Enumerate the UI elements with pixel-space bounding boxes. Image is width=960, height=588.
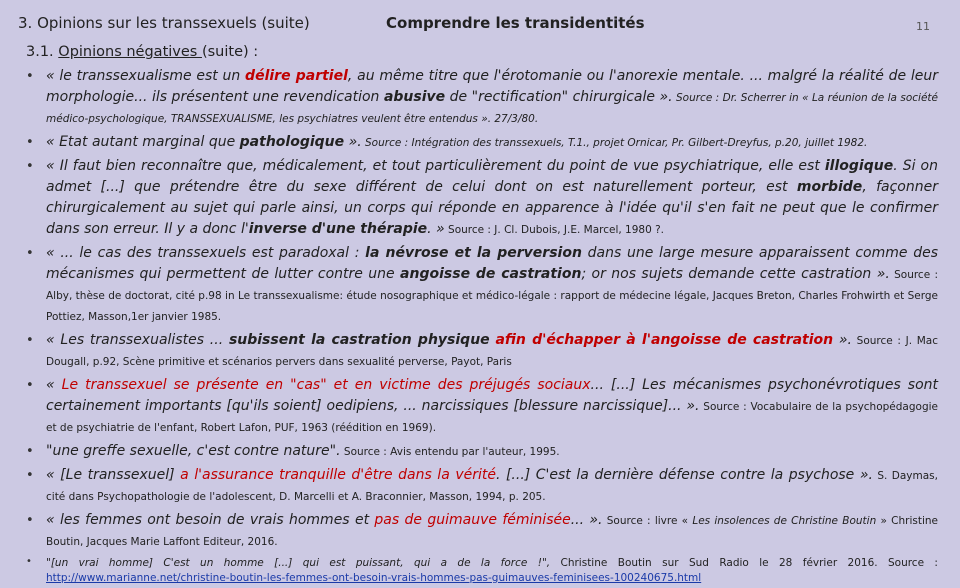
quote-highlight: délire partiel [245,68,348,84]
quote-text: « Les transsexualistes ... [46,332,229,348]
quote-text: « [46,377,62,393]
quote-emphasis: morbide [796,179,863,195]
bullet-icon: • [26,246,34,261]
quote-emphasis: angoisse de castration [400,266,582,282]
quote-highlight: a l'assurance tranquille d'être dans la vérité [180,467,496,483]
quote-text: « [Le transsexuel] [46,467,181,483]
quote-emphasis: la névrose et la perversion [365,245,582,261]
quote-source: Source : J. Mac Dougall, p.92, Scène primitive et scénarios pervers dans sexualité perverse, Payot, Paris [46,335,938,368]
quote-list [26,66,938,588]
section-heading [26,44,258,60]
bullet-icon: • [26,378,34,393]
quote-source: Christine Boutin sur Sud Radio le 28 février 2016. Source : [550,557,938,569]
list-item [26,243,938,327]
list-item [26,375,938,438]
section-number: 3.1. [26,44,54,60]
quote-highlight: pas de guimauve féminisée [374,512,571,528]
bullet-icon: • [26,468,34,483]
quote-source-title: Les insolences de Christine Boutin [692,515,877,527]
quote-text: ; or nos sujets demande cette castration ». [581,266,890,282]
quote-source: Source : Vocabulaire de la psychopédagogie et de psychiatrie de l'enfant, Robert Lafon, PUF, 1963 (réédition en 1969). [46,401,938,434]
quote-emphasis: subissent la castration physique [228,332,490,348]
bullet-icon: • [26,69,34,84]
list-item [26,555,938,585]
page-number: 11 [916,20,930,33]
quote-text: , façonner chirurgicalement au sujet qui parle ainsi, un corps qui réponde en apparence à l'idée qu'il s'en fait ne peut que le confirmer dans son erreur. Il y a donc l' [46,179,938,237]
list-item [26,441,938,462]
section-rest: (suite) : [201,44,259,60]
slide-header-left: 3. Opinions sur les transsexuels (suite) [18,14,310,32]
quote-source: Source : Dr. Scherrer in « La réunion de la société médico-psychologique, TRANSSEXUALISME, les psychiatres veulent être entendus ». 27/3/80. [46,92,938,125]
quote-text: « ... le cas des transsexuels est paradoxal : [46,245,366,261]
quote-source: Source : Avis entendu par l'auteur, 1995. [340,446,560,458]
quote-text: « les femmes ont besoin de vrais hommes et [46,512,375,528]
bullet-icon: • [26,444,34,459]
bullet-icon: • [26,556,32,567]
list-item [26,156,938,240]
list-item [26,465,938,507]
list-item [26,66,938,129]
quote-text: "une greffe sexuelle, c'est contre nature". [46,443,341,459]
quote-text: . [...] C'est la dernière défense contre la psychose ». [495,467,873,483]
quote-source: » Christine Boutin, Jacques Marie Laffont Editeur, 2016. [46,515,938,548]
list-item [26,330,938,372]
bullet-icon: • [26,159,34,174]
bullet-icon: • [26,333,34,348]
list-item [26,132,938,153]
quote-text: "[un vrai homme] C'est un homme [...] qui est puissant, qui a de la force !", [46,557,551,569]
quote-text: ». [833,332,853,348]
quote-highlight: afin d'échapper à l'angoisse de castration [495,332,834,348]
quote-text: « le transsexualisme est un [46,68,246,84]
quote-text: , au même titre que l'érotomanie ou l'anorexie mentale. ... malgré la réalité de leur morphologie... ils présentent une revendication [46,68,939,105]
source-link[interactable]: http://www.marianne.net/christine-boutin-les-femmes-ont-besoin-vrais-hommes-pas-guimauves-feminisees-100240675.html [46,572,702,584]
bullet-icon: • [26,513,34,528]
bullet-icon: • [26,135,34,150]
quote-text: ... [...] Les mécanismes psychonévrotiques sont certainement importants [qu'ils soient] oedipiens, ... narcissiques [blessure narcissique]... ». [46,377,938,414]
quote-source: S. Daymas, cité dans Psychopathologie de l'adolescent, D. Marcelli et A. Braconnier, Masson, 1994, p. 205. [46,470,938,503]
quote-text: ... ». [570,512,603,528]
quote-source: Source : Alby, thèse de doctorat, cité p.98 in Le transsexualisme: étude nosographique et médico-légale : rapport de médecine légale, Jacques Breton, Charles Frohwirth et Serge Pottiez, Masson,1er janvier 1985. [46,269,938,323]
quote-source: Source : Intégration des transsexuels, T.1., projet Ornicar, Pr. Gilbert-Dreyfus, p.20, juillet 1982. [361,137,868,149]
list-item [26,510,938,552]
quote-text: ». [344,134,362,150]
quote-emphasis: pathologique [239,134,345,150]
quote-text: « Etat autant marginal que [46,134,240,150]
section-label: Opinions négatives [58,44,202,60]
quote-source: Source : livre « [602,515,693,527]
quote-text: dans une large mesure apparaissent comme des mécanismes qui permettent de lutter contre une [46,245,938,282]
quote-emphasis: abusive [383,89,446,105]
slide-title: Comprendre les transidentités [386,14,645,32]
quote-highlight: Le transsexuel se présente en "cas" et en victime des préjugés sociaux [61,377,591,393]
quote-emphasis: illogique [824,158,894,174]
quote-text: . Si on admet [...] que prétendre être du sexe différent de celui dont on est naturellement porteur, est [46,158,938,195]
quote-text: . » [427,221,445,237]
quote-text: de "rectification" chirurgicale ». [445,89,673,105]
quote-text: « Il faut bien reconnaître que, médicalement, et tout particulièrement du point de vue psychiatrique, elle est [46,158,825,174]
quote-source: Source : J. Cl. Dubois, J.E. Marcel, 1980 ?. [444,224,665,236]
quote-emphasis: inverse d'une thérapie [248,221,428,237]
